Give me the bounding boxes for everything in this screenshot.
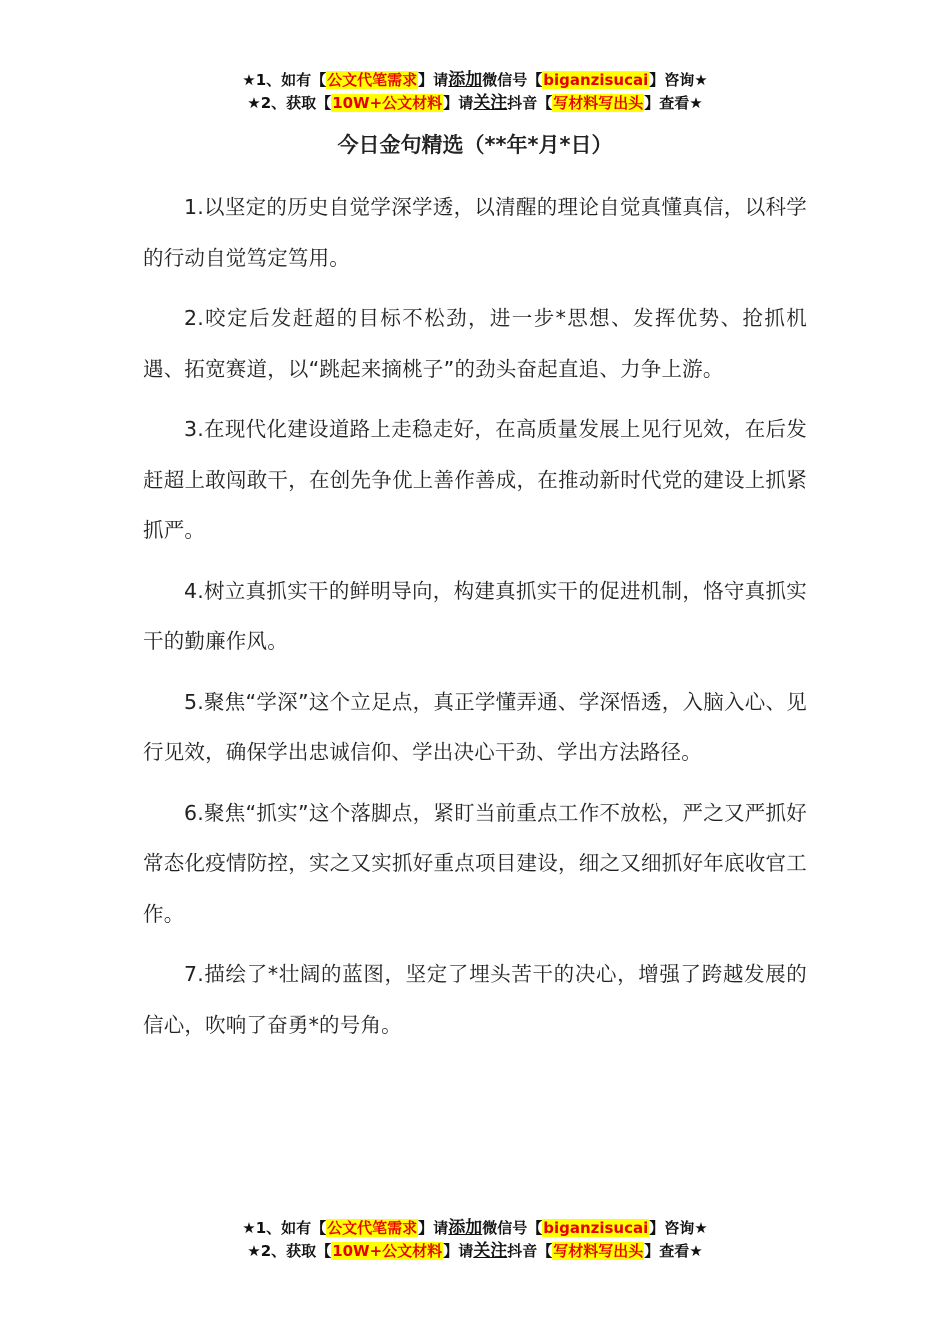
promo-text: 】查看★ (644, 1242, 703, 1260)
highlight-materials: 10W+公文材料 (332, 94, 443, 112)
promo-text: 】查看★ (644, 94, 703, 112)
promo-text: 】咨询★ (649, 1219, 708, 1237)
promo-text: 】请 (418, 71, 449, 89)
paragraph-4: 4.树立真抓实干的鲜明导向，构建真抓实干的促进机制，恪守真抓实干的勤廉作风。 (143, 578, 807, 653)
promo-text: ★1、如有【 (242, 1219, 327, 1237)
highlight-douyin-account: 写材料写出头 (553, 1242, 644, 1260)
paragraph-7: 7.描绘了*壮阔的蓝图，坚定了埋头苦干的决心，增强了跨越发展的信心，吹响了奋勇*的号角。 (143, 962, 807, 1037)
paragraph-3: 3.在现代化建设道路上走稳走好，在高质量发展上见行见效，在后发赶超上敢闯敢干，在创先争优上善作善成，在推动新时代党的建设上抓紧抓严。 (143, 417, 807, 542)
paragraph-1: 1.以坚定的历史自觉学深学透，以清醒的理论自觉真懂真信，以科学的行动自觉笃定笃用。 (143, 195, 807, 270)
promo-text: ★1、如有【 (242, 71, 327, 89)
promo-text: 抖音【 (507, 1242, 553, 1260)
header-promo-banner (0, 69, 950, 115)
promo-text: ★2、获取【 (247, 94, 332, 112)
emphasis-text: 添加 (448, 1218, 483, 1238)
promo-text: 】请 (443, 94, 474, 112)
promo-line-1 (0, 69, 950, 92)
promo-text: 微信号【 (482, 1219, 543, 1237)
highlight-materials: 10W+公文材料 (332, 1242, 443, 1260)
highlight-service: 公文代笔需求 (327, 1219, 418, 1237)
document-title: 今日金句精选（**年*月*日） (337, 133, 613, 157)
paragraph-5: 5.聚焦“学深”这个立足点，真正学懂弄通、学深悟透，入脑入心、见行见效，确保学出忠诚信仰、学出决心干劲、学出方法路径。 (143, 689, 807, 764)
promo-text: 】请 (443, 1242, 474, 1260)
promo-text: 】请 (418, 1219, 449, 1237)
highlight-service: 公文代笔需求 (327, 71, 418, 89)
promo-text: 】咨询★ (649, 71, 708, 89)
emphasis-text: 关注 (473, 1241, 508, 1261)
highlight-douyin-account: 写材料写出头 (553, 94, 644, 112)
emphasis-text: 添加 (448, 70, 483, 90)
promo-line-2 (0, 1240, 950, 1263)
footer-promo-banner (0, 1217, 950, 1263)
promo-line-1 (0, 1217, 950, 1240)
document-body (143, 182, 807, 1060)
promo-text: 微信号【 (482, 71, 543, 89)
promo-line-2 (0, 92, 950, 115)
highlight-wechat-id: biganzisucai (543, 1219, 649, 1237)
paragraph-6: 6.聚焦“抓实”这个落脚点，紧盯当前重点工作不放松，严之又严抓好常态化疫情防控，实之又实抓好重点项目建设，细之又细抓好年底收官工作。 (143, 800, 807, 926)
highlight-wechat-id: biganzisucai (543, 71, 649, 89)
promo-text: 抖音【 (507, 94, 553, 112)
promo-text: ★2、获取【 (247, 1242, 332, 1260)
emphasis-text: 关注 (473, 93, 508, 113)
paragraph-2: 2.咬定后发赶超的目标不松劲，进一步*思想、发挥优势、抢抓机遇、拓宽赛道，以“跳起来摘桃子”的劲头奋起直追、力争上游。 (143, 306, 807, 381)
